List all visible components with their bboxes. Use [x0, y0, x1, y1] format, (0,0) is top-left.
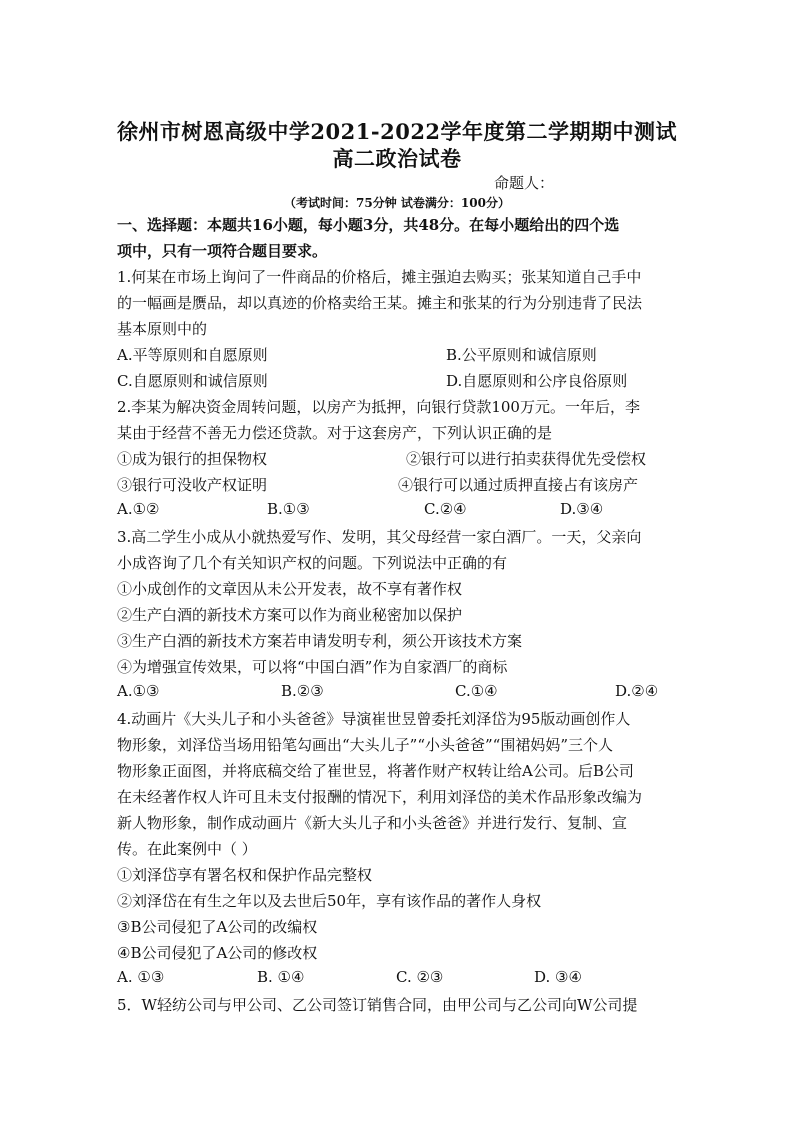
q2-option-a: A.①②: [117, 500, 160, 518]
q3-option-a: A.①③: [117, 682, 160, 700]
exam-meta: （考试时间：75分钟 试卷满分：100分）: [284, 196, 510, 210]
q3-stem-line2: 小成咨询了几个有关知识产权的问题。下列说法中正确的有: [117, 554, 508, 572]
q2-item-4: ④银行可以通过质押直接占有该房产: [398, 476, 639, 494]
q3-stem-line1: 3.高二学生小成从小就热爱写作、发明，其父母经营一家白酒厂。一天，父亲向: [117, 528, 642, 546]
q3-item-4: ④为增强宣传效果，可以将“中国白酒”作为自家酒厂的商标: [117, 658, 508, 676]
q4-option-a: A. ①③: [117, 968, 165, 986]
q4-stem-line6: 传。在此案例中（ ）: [117, 840, 257, 858]
q1-option-d: D.自愿原则和公序良俗原则: [446, 372, 628, 390]
q2-item-3: ③银行可没收产权证明: [117, 476, 268, 494]
section-heading-line2: 项中，只有一项符合题目要求。: [117, 242, 328, 260]
author-label: 命题人：: [494, 174, 555, 192]
q4-option-c: C. ②③: [396, 968, 444, 986]
q4-item-4: ④B公司侵犯了A公司的修改权: [117, 944, 318, 962]
q1-stem-line2: 的一幅画是赝品，却以真迹的价格卖给王某。摊主和张某的行为分别违背了民法: [117, 294, 643, 312]
q2-stem-line1: 2.李某为解决资金周转问题，以房产为抵押，向银行贷款100万元。一年后，李: [117, 398, 640, 416]
q1-stem-line3: 基本原则中的: [117, 320, 208, 338]
q4-stem-line4: 在未经著作权人许可且未支付报酬的情况下，利用刘泽岱的美术作品形象改编为: [117, 788, 643, 806]
q4-item-3: ③B公司侵犯了A公司的改编权: [117, 918, 318, 936]
q3-option-d: D.②④: [615, 682, 659, 700]
q3-option-c: C.①④: [455, 682, 498, 700]
q2-item-1: ①成为银行的担保物权: [117, 450, 268, 468]
q4-stem-line2: 物形象，刘泽岱当场用铅笔勾画出“大头儿子”“小头爸爸”“围裙妈妈”三个人: [117, 736, 614, 754]
q1-option-a: A.平等原则和自愿原则: [117, 346, 268, 364]
q3-item-2: ②生产白酒的新技术方案可以作为商业秘密加以保护: [117, 606, 463, 624]
q4-item-1: ①刘泽岱享有署名权和保护作品完整权: [117, 866, 373, 884]
q4-option-d: D. ③④: [534, 968, 582, 986]
q5-stem-line1: 5．W轻纺公司与甲公司、乙公司签订销售合同，由甲公司与乙公司向W公司提: [117, 996, 638, 1014]
q2-option-b: B.①③: [267, 500, 310, 518]
q3-item-3: ③生产白酒的新技术方案若申请发明专利，须公开该技术方案: [117, 632, 523, 650]
q3-option-b: B.②③: [281, 682, 324, 700]
q3-item-1: ①小成创作的文章因从未公开发表，故不享有著作权: [117, 580, 463, 598]
q1-option-b: B.公平原则和诚信原则: [446, 346, 597, 364]
q4-stem-line5: 新人物形象，制作成动画片《新大头儿子和小头爸爸》并进行发行、复制、宣: [117, 814, 628, 832]
q4-item-2: ②刘泽岱在有生之年以及去世后50年，享有该作品的著作人身权: [117, 892, 542, 910]
q4-stem-line1: 4.动画片《大头儿子和小头爸爸》导演崔世昱曾委托刘泽岱为95版动画创作人: [117, 710, 631, 728]
q1-stem-line1: 1.何某在市场上询问了一件商品的价格后，摊主强迫去购买；张某知道自己手中: [117, 268, 642, 286]
exam-subtitle: 高二政治试卷: [332, 146, 462, 171]
q2-option-d: D.③④: [560, 500, 604, 518]
q1-option-c: C.自愿原则和诚信原则: [117, 372, 268, 390]
q4-stem-line3: 物形象正面图，并将底稿交给了崔世昱，将著作财产权转让给A公司。后B公司: [117, 762, 634, 780]
q2-option-c: C.②④: [424, 500, 467, 518]
section-heading-line1: 一、选择题：本题共16小题，每小题3分，共48分。在每小题给出的四个选: [117, 216, 620, 234]
q2-stem-line2: 某由于经营不善无力偿还贷款。对于这套房产，下列认识正确的是: [117, 424, 553, 442]
q2-item-2: ②银行可以进行拍卖获得优先受偿权: [406, 450, 647, 468]
q4-option-b: B. ①④: [257, 968, 305, 986]
exam-title: 徐州市树恩高级中学2021-2022学年度第二学期期中测试: [116, 119, 678, 144]
